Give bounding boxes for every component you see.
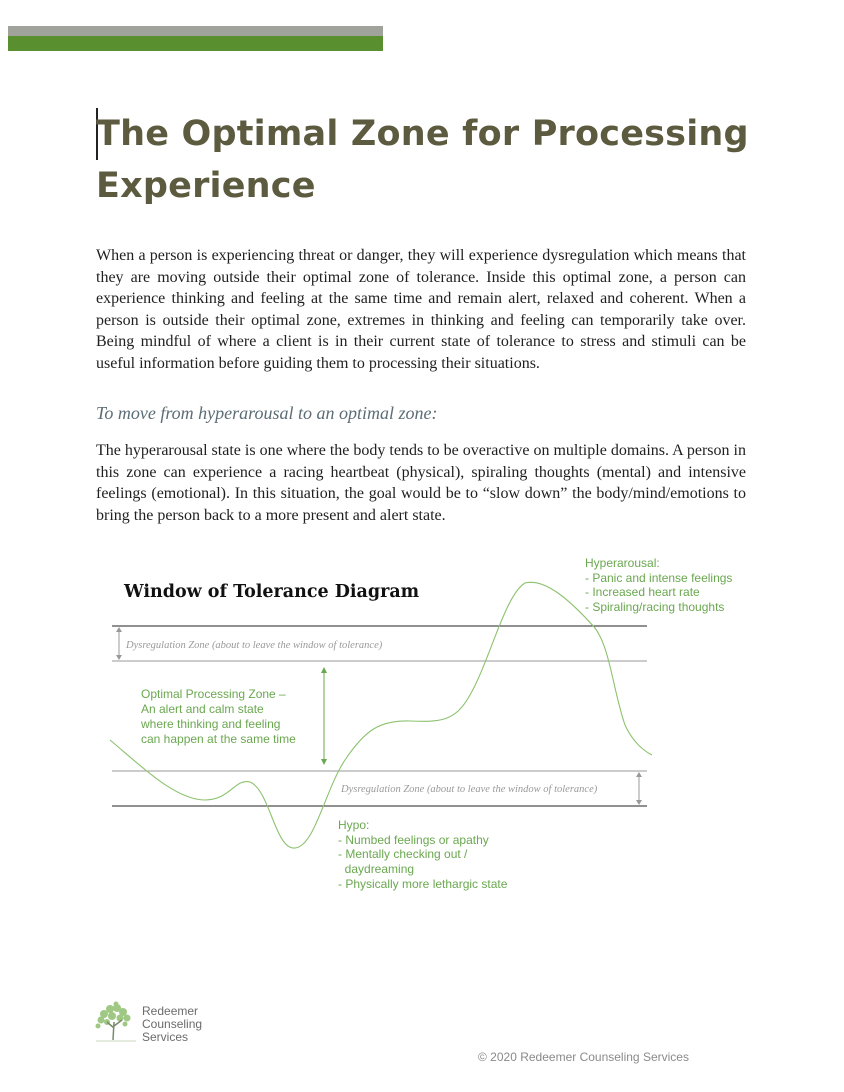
- hypoarousal-notes: [338, 818, 508, 891]
- logo-line: Counseling: [142, 1017, 203, 1031]
- logo-wordmark: [142, 1005, 202, 1044]
- page-title: The Optimal Zone for Processing Experience: [96, 114, 749, 206]
- logo-line: Redeemer: [142, 1004, 199, 1018]
- intro-paragraph: When a person is experiencing threat or danger, they will experience dysregulation which means that they are moving outside their optimal zone of tolerance. Inside this optimal zone, a person can experience thinking and feeling at the same time and remain alert, relaxed and coherent. When a person is outside their optimal zone, extremes in thinking and feeling can temporarily take over. Being mindful of where a client is in their current state of tolerance to stress and stimuli can be useful information before guiding them to processing their situations.: [96, 247, 746, 372]
- copyright-notice: © 2020 Redeemer Counseling Services: [478, 1050, 689, 1064]
- lower-dysregulation-arrow: [636, 772, 642, 805]
- hypo-item: - Physically more lethargic state: [338, 877, 508, 891]
- hypo-item: - Numbed feelings or apathy: [338, 833, 489, 847]
- hypo-item: - Mentally checking out /: [338, 847, 468, 861]
- optimal-zone-notes: [140, 687, 296, 746]
- hyperarousal-item: - Panic and intense feelings: [585, 571, 733, 585]
- optimal-zone-line: can happen at the same time: [141, 732, 296, 746]
- upper-dysregulation-arrow: [116, 627, 122, 660]
- upper-dysregulation-label: Dysregulation Zone (about to leave the window of tolerance): [126, 640, 383, 651]
- header-gray-bar: [8, 26, 383, 36]
- section-subheading: To move from hyperarousal to an optimal zone:: [96, 403, 438, 423]
- optimal-zone-arrow: [321, 667, 327, 765]
- hyperarousal-heading: Hyperarousal:: [585, 556, 660, 570]
- logo-line: Services: [142, 1030, 189, 1044]
- hyperarousal-item: - Spiraling/racing thoughts: [585, 600, 725, 614]
- hypo-item: daydreaming: [338, 862, 415, 876]
- optimal-zone-line: Optimal Processing Zone –: [141, 687, 286, 701]
- hyperarousal-notes: [585, 556, 732, 614]
- hyperarousal-paragraph: The hyperarousal state is one where the body tends to be overactive on multiple domains. A person in this zone can experience a racing heartbeat (physical), spiraling thoughts (mental) and intensive feelings (emotional). In this situation, the goal would be to “slow down” the body/mind/emotions to bring the person back to a more present and alert state.: [96, 442, 746, 524]
- header-green-bar: [8, 36, 383, 51]
- window-of-tolerance-diagram: [0, 540, 844, 900]
- hyperarousal-item: - Increased heart rate: [585, 585, 700, 599]
- diagram-title: Window of Tolerance Diagram: [124, 582, 420, 602]
- optimal-zone-line: where thinking and feeling: [141, 717, 281, 731]
- hypo-heading: Hypo:: [338, 818, 370, 832]
- optimal-zone-line: An alert and calm state: [141, 702, 264, 716]
- lower-dysregulation-label: Dysregulation Zone (about to leave the window of tolerance): [341, 784, 598, 795]
